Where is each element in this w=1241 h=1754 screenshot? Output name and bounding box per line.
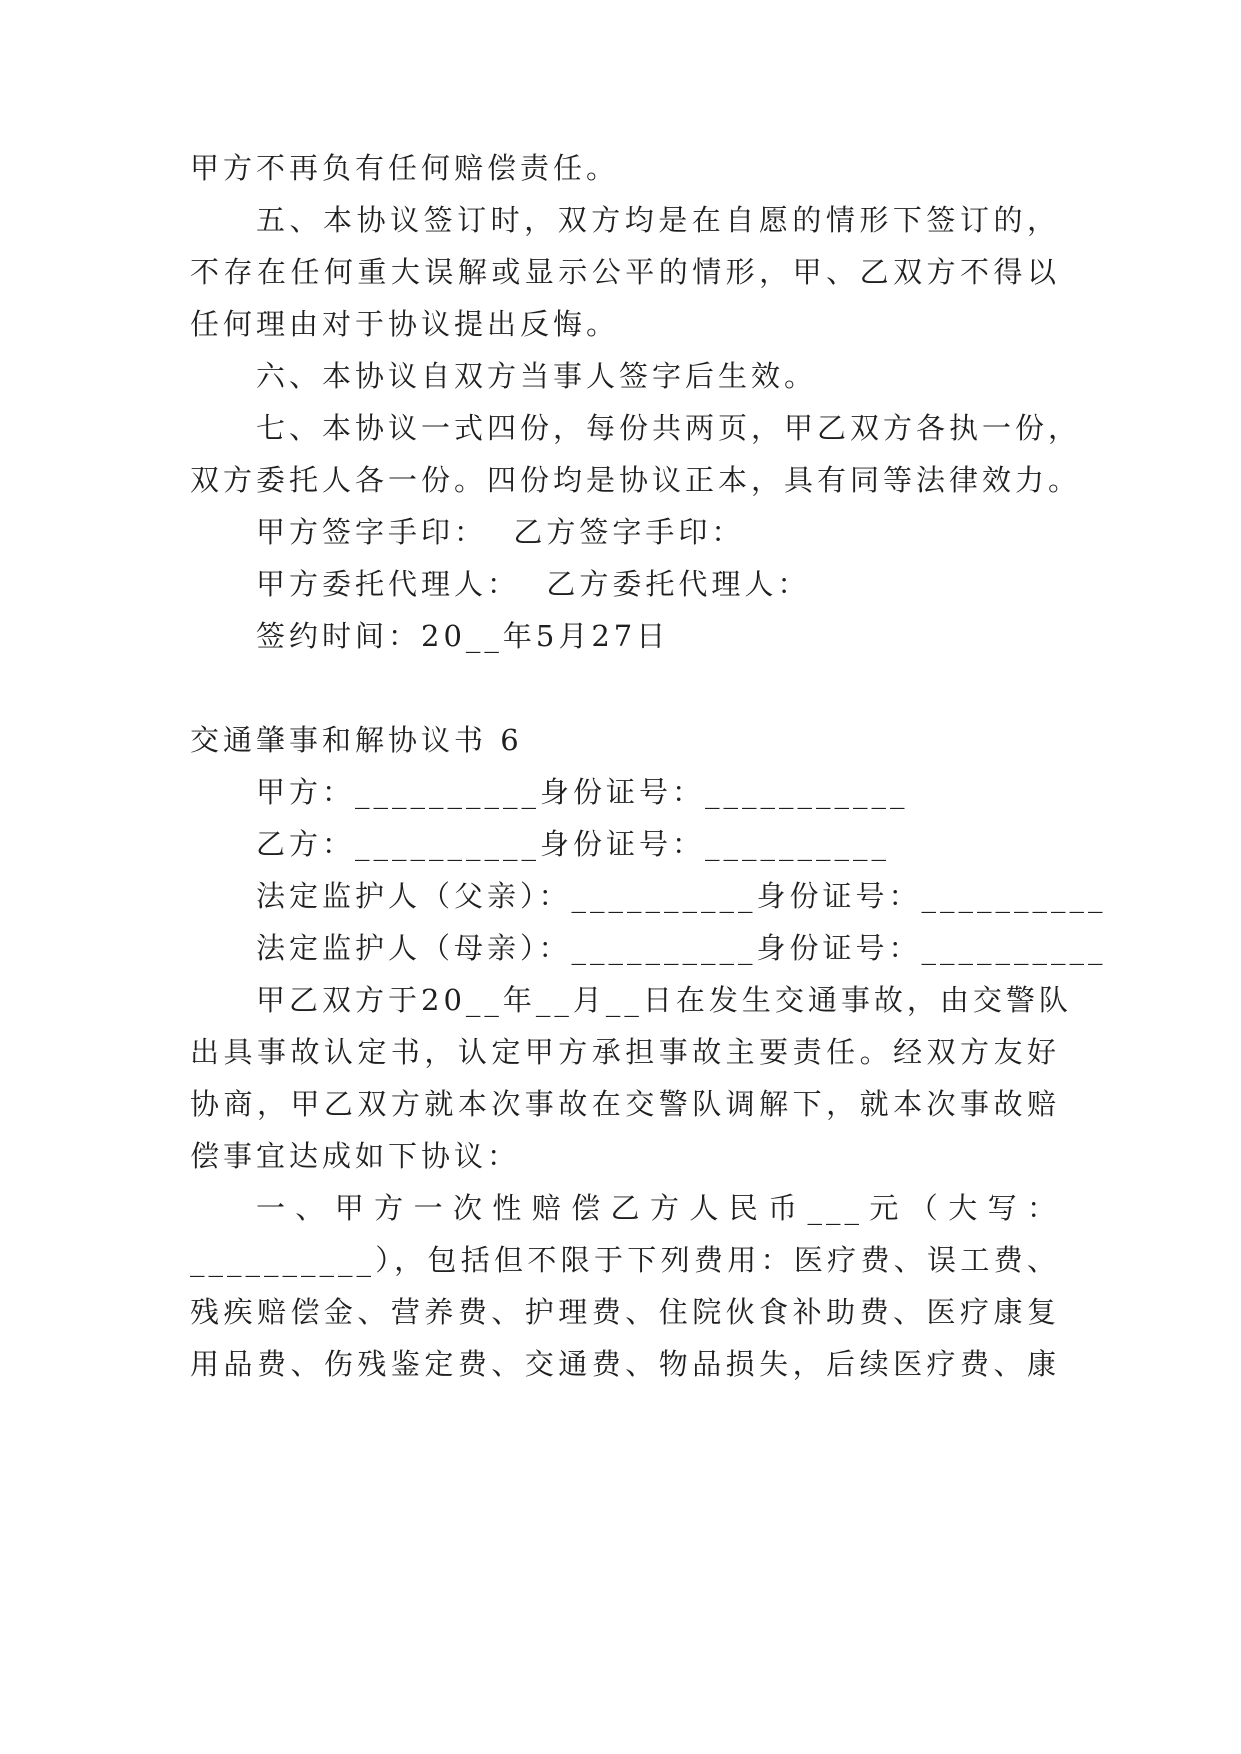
agent-line: 甲方委托代理人： 乙方委托代理人：: [256, 567, 811, 601]
text-line: 用品费、伤残鉴定费、交通费、物品损失，后续医疗费、康: [190, 1347, 1060, 1381]
clause-7: 七、本协议一式四份，每份共两页，甲乙双方各执一份，: [256, 411, 1082, 445]
text-line: 出具事故认定书，认定甲方承担事故主要责任。经双方友好: [190, 1035, 1060, 1069]
text-line: __________），包括但不限于下列费用：医疗费、误工费、: [190, 1243, 1060, 1277]
text-line: 甲乙双方于20__年__月__日在发生交通事故，由交警队: [256, 983, 1072, 1017]
section-title: 交通肇事和解协议书 6: [190, 723, 523, 757]
text-line: 不存在任何重大误解或显示公平的情形，甲、乙双方不得以: [190, 255, 1060, 289]
text-line: 任何理由对于协议提出反悔。: [190, 307, 620, 341]
text-line: 协商，甲乙双方就本次事故在交警队调解下，就本次事故赔: [190, 1087, 1060, 1121]
clause-1: 一、甲方一次性赔偿乙方人民币___元（大写：: [256, 1191, 1060, 1225]
text-line: 残疾赔偿金、营养费、护理费、住院伙食补助费、医疗康复: [190, 1295, 1060, 1329]
guardian-father-line: 法定监护人（父亲）：__________身份证号：__________: [256, 879, 1107, 913]
guardian-mother-line: 法定监护人（母亲）：__________身份证号：__________: [256, 931, 1107, 965]
party-a-line: 甲方：__________身份证号：___________: [256, 775, 909, 809]
clause-5: 五、本协议签订时，双方均是在自愿的情形下签订的，: [256, 203, 1060, 237]
party-b-line: 乙方：__________身份证号：__________: [256, 827, 891, 861]
text-line: 偿事宜达成如下协议：: [190, 1139, 521, 1173]
sign-date-line: 签约时间：20__年5月27日: [256, 619, 670, 653]
signature-line: 甲方签字手印： 乙方签字手印：: [256, 515, 745, 549]
clause-6: 六、本协议自双方当事人签字后生效。: [256, 359, 818, 393]
text-line: 双方委托人各一份。四份均是协议正本，具有同等法律效力。: [190, 463, 1082, 497]
text-line: 甲方不再负有任何赔偿责任。: [190, 151, 620, 185]
